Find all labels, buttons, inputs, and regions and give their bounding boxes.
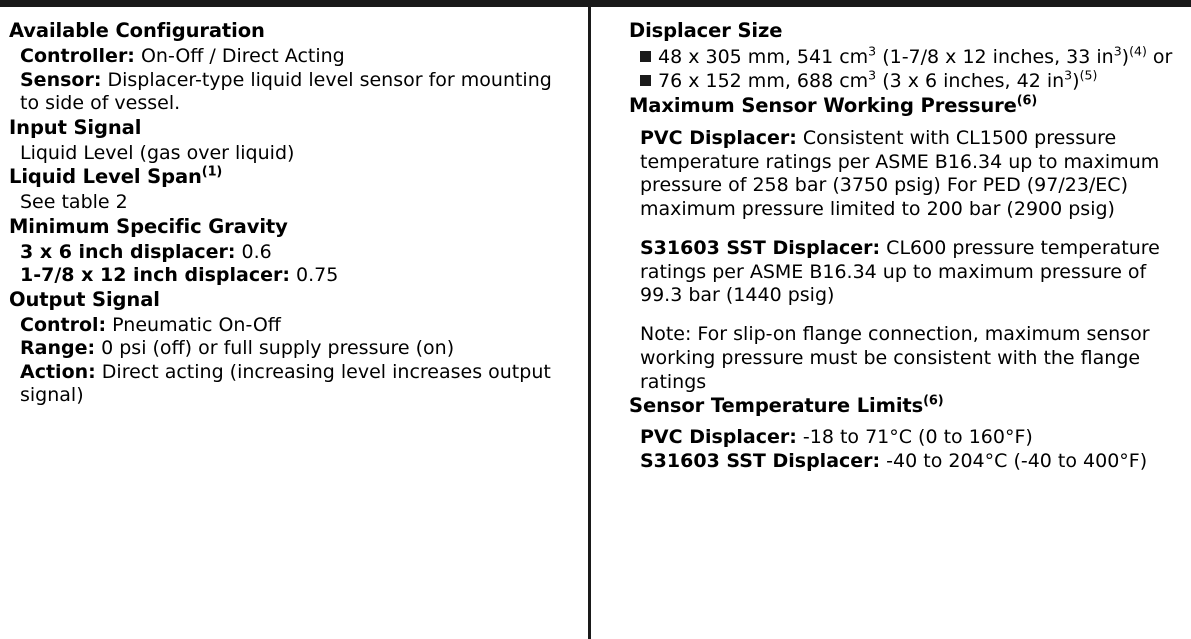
- displacer-option-1-unit-exp: 3: [868, 43, 877, 59]
- max-pressure-note-paragraph: [629, 323, 1181, 394]
- controller-value: On-Off / Direct Acting: [134, 45, 345, 67]
- displacer-conjunction: or: [1146, 46, 1173, 68]
- max-pressure-sst-label: S31603 SST Displacer:: [640, 236, 881, 259]
- msg-3x6-value: 0.6: [235, 240, 272, 263]
- msg-line-178x12: [20, 264, 570, 288]
- max-pressure-note-text: Note: For slip-on flange connection, maximum sensor working pressure must be consistent with the flange ratings: [640, 323, 1150, 393]
- section-heading-sensor-temperature-limits: [629, 394, 1181, 417]
- temp-pvc-value: -18 to 71°C (0 to 160°F): [796, 426, 1033, 449]
- output-signal-body: [9, 314, 570, 408]
- output-action-label: Action:: [20, 360, 96, 383]
- msg-178x12-value: 0.75: [289, 264, 339, 287]
- input-signal-body: [9, 142, 570, 166]
- max-pressure-pvc-label: PVC Displacer:: [640, 126, 797, 149]
- section-heading-max-sensor-working-pressure: [629, 94, 1181, 117]
- square-bullet-icon-2: [640, 75, 651, 86]
- output-range-label: Range:: [20, 337, 96, 360]
- output-control-value: Pneumatic On-Off: [106, 313, 281, 336]
- section-heading-minimum-specific-gravity: Minimum Specific Gravity: [9, 214, 288, 238]
- displacer-option-2-footnote-ref: (5): [1079, 67, 1098, 83]
- output-control-line: [20, 314, 570, 338]
- sensor-line: [20, 69, 570, 116]
- top-rule-divider: [0, 0, 1191, 7]
- temp-pvc-line: [640, 426, 1181, 450]
- minimum-specific-gravity-body: [9, 241, 570, 288]
- liquid-level-span-body: [9, 191, 570, 215]
- output-action-line: [20, 361, 570, 408]
- liquid-level-span-heading-text: Liquid Level Span: [9, 165, 202, 189]
- displacer-option-1-close: ): [1121, 46, 1130, 68]
- sensor-value: Displacer-type liquid level sensor for mounting to side of vessel.: [20, 68, 552, 115]
- output-action-value: Direct acting (increasing level increases output signal): [20, 360, 551, 407]
- max-pressure-sst-paragraph: [629, 237, 1181, 308]
- input-signal-value: Liquid Level (gas over liquid): [20, 141, 295, 164]
- displacer-option-1-paren: (1-7/8 x 12 inches, 33 in: [876, 46, 1114, 68]
- temp-limits-heading-text: Sensor Temperature Limits: [629, 394, 924, 418]
- left-column: [0, 7, 588, 639]
- sensor-label: Sensor:: [20, 68, 102, 91]
- displacer-option-2-text: 76 x 152 mm, 688 cm: [658, 69, 869, 92]
- temp-sst-label: S31603 SST Displacer:: [640, 449, 881, 472]
- displacer-option-1-footnote-ref: (4): [1129, 43, 1147, 59]
- available-configuration-body: [9, 45, 570, 116]
- square-bullet-icon: [640, 51, 651, 62]
- controller-label: Controller:: [20, 45, 135, 67]
- section-heading-output-signal: Output Signal: [9, 287, 160, 311]
- temp-limits-footnote-ref: (6): [923, 393, 944, 409]
- displacer-option-2-unit-exp: 3: [868, 67, 877, 83]
- section-heading-available-configuration: Available Configuration: [9, 19, 265, 42]
- displacer-option-2-paren: (3 x 6 inches, 42 in: [876, 69, 1065, 92]
- temp-sst-line: [640, 450, 1181, 474]
- displacer-option-1-text: 48 x 305 mm, 541 cm: [658, 46, 869, 68]
- right-column: [591, 7, 1191, 639]
- msg-line-3x6: [20, 241, 570, 265]
- max-pressure-sst-value: CL600 pressure temperature ratings per ASME B16.34 up to maximum pressure of 99.3 bar (1440 psig): [640, 236, 1160, 307]
- msg-178x12-label: 1-7/8 x 12 inch displacer:: [20, 264, 290, 287]
- output-control-label: Control:: [20, 313, 107, 336]
- max-pressure-pvc-paragraph: [629, 127, 1181, 222]
- liquid-level-span-footnote-ref: (1): [201, 164, 223, 180]
- displacer-option-2-close: ): [1072, 69, 1080, 92]
- two-column-body: [0, 7, 1191, 639]
- liquid-level-span-value: See table 2: [20, 191, 128, 214]
- section-heading-input-signal: Input Signal: [9, 115, 142, 139]
- displacer-option-2-unit-exp2: 3: [1064, 67, 1073, 83]
- displacer-size-body: [629, 43, 1181, 94]
- controller-line: [20, 45, 570, 69]
- temp-sst-value: -40 to 204°C (-40 to 400°F): [880, 449, 1148, 472]
- displacer-option-1-unit-exp2: 3: [1113, 43, 1122, 59]
- section-heading-liquid-level-span: [9, 165, 570, 188]
- sensor-temperature-limits-body: [629, 426, 1181, 473]
- max-pressure-footnote-ref: (6): [1016, 93, 1038, 109]
- msg-3x6-label: 3 x 6 inch displacer:: [20, 240, 236, 263]
- output-range-value: 0 psi (off) or full supply pressure (on): [95, 337, 455, 360]
- max-pressure-pvc-value: Consistent with CL1500 pressure temperature ratings per ASME B16.34 up to maximum pressure of 258 bar (3750 psig) For PED (97/23/EC) maximum pressure limited to 200 bar (2900 psig): [640, 126, 1160, 221]
- output-range-line: [20, 337, 570, 361]
- section-heading-displacer-size: Displacer Size: [629, 19, 783, 42]
- max-pressure-heading-text: Maximum Sensor Working Pressure: [629, 93, 1017, 117]
- temp-pvc-label: PVC Displacer:: [640, 426, 797, 449]
